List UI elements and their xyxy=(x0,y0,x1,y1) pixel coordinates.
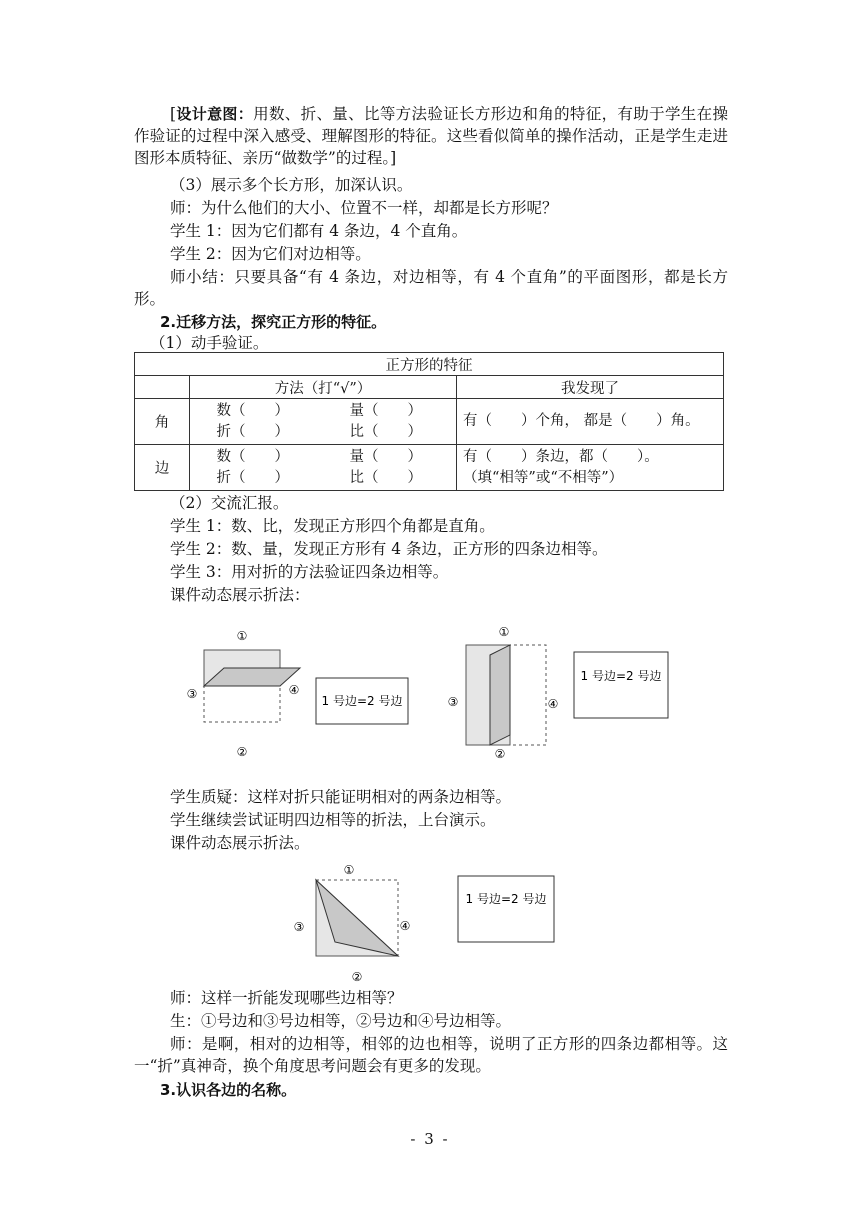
courseware-demo-2: 课件动态展示折法。 xyxy=(170,834,310,852)
row-name-angle: 角 xyxy=(135,399,190,445)
method-measure[interactable]: 量（ ） xyxy=(349,448,422,465)
bracket-open: [ xyxy=(170,105,177,123)
teacher-conclusion: 师：是啊，相对的边相等，相邻的边也相等，说明了正方形的四条边都相等。这一“折”真神奇，换个角度思考问题会有更多的发现。 xyxy=(134,1035,728,1075)
side-label-4: ④ xyxy=(547,697,559,711)
result-text: 1 号边=2 号边 xyxy=(321,694,403,708)
student-2-answer: 学生 2：因为它们对边相等。 xyxy=(170,245,371,263)
side-label-3: ③ xyxy=(447,695,459,709)
method-measure[interactable]: 量（ ） xyxy=(349,402,422,419)
method-compare[interactable]: 比（ ） xyxy=(349,469,422,486)
table-header-empty xyxy=(135,376,190,399)
row-name-side: 边 xyxy=(135,445,190,491)
table-title: 正方形的特征 xyxy=(135,353,724,376)
found-text: 有（ ）条边，都（ ）。 xyxy=(463,448,659,465)
square-features-table xyxy=(134,352,724,491)
method-count[interactable]: 数（ ） xyxy=(216,402,289,419)
fold-figure-vertical xyxy=(440,620,680,770)
side-label-2: ② xyxy=(494,747,506,761)
report-student-2: 学生 2：数、量，发现正方形有 4 条边，正方形的四条边相等。 xyxy=(170,540,608,558)
found-cell xyxy=(457,445,724,491)
result-box xyxy=(458,876,554,942)
student-1-answer: 学生 1：因为它们都有 4 条边，4 个直角。 xyxy=(170,222,468,240)
hands-on-verify: （1）动手验证。 xyxy=(150,334,269,352)
student-doubt: 学生质疑：这样对折只能证明相对的两条边相等。 xyxy=(170,788,512,806)
report-student-3: 学生 3：用对折的方法验证四条边相等。 xyxy=(170,563,449,581)
teacher-question: 师：为什么他们的大小、位置不一样，却都是长方形呢？ xyxy=(170,199,558,217)
side-label-2: ② xyxy=(236,745,248,759)
step-3-text: （3）展示多个长方形，加深认识。 xyxy=(170,176,413,194)
fold-figure-diagonal xyxy=(285,860,575,985)
section-3-heading: 3.认识各边的名称。 xyxy=(160,1081,297,1099)
section-2-heading: 2.迁移方法，探究正方形的特征。 xyxy=(160,313,387,331)
side-label-4: ④ xyxy=(399,919,411,933)
student-answer: 生：①号边和③号边相等，②号边和④号边相等。 xyxy=(170,1012,512,1030)
table-row xyxy=(135,399,724,445)
fold-figure-horizontal xyxy=(180,620,420,770)
teacher-summary: 师小结：只要具备“有 4 条边，对边相等，有 4 个直角”的平面图形，都是长方形。 xyxy=(134,268,728,308)
table-row xyxy=(135,445,724,491)
courseware-demo-1: 课件动态展示折法： xyxy=(170,586,310,604)
table-header-method: 方法（打“√”） xyxy=(190,376,457,399)
design-intent-paragraph xyxy=(134,103,728,169)
result-text: 1 号边=2 号边 xyxy=(580,669,662,683)
method-compare[interactable]: 比（ ） xyxy=(349,423,422,440)
design-intent-text: 用数、折、量、比等方法验证长方形边和角的特征，有助于学生在操作验证的过程中深入感受、理解图形的特征。这些看似简单的操作活动，正是学生走进图形本质特征、亲历“做数学”的过程。] xyxy=(134,105,728,167)
page-number: - 3 - xyxy=(410,1130,450,1148)
folded-flap xyxy=(490,645,510,745)
method-cell xyxy=(190,445,457,491)
side-label-3: ③ xyxy=(293,920,305,934)
found-cell xyxy=(457,399,724,445)
side-label-1: ① xyxy=(498,625,510,639)
side-label-1: ① xyxy=(343,863,355,877)
side-label-4: ④ xyxy=(288,683,300,697)
method-count[interactable]: 数（ ） xyxy=(216,448,289,465)
result-text: 1 号边=2 号边 xyxy=(465,892,547,906)
teacher-ask: 师：这样一折能发现哪些边相等？ xyxy=(170,989,403,1007)
exchange-report: （2）交流汇报。 xyxy=(170,494,289,512)
method-fold[interactable]: 折（ ） xyxy=(216,469,289,486)
side-label-1: ① xyxy=(236,629,248,643)
report-student-1: 学生 1：数、比，发现正方形四个角都是直角。 xyxy=(170,517,495,535)
result-box xyxy=(574,652,668,718)
student-try: 学生继续尝试证明四边相等的折法，上台演示。 xyxy=(170,811,496,829)
design-intent-label: 设计意图： xyxy=(176,105,254,123)
method-cell xyxy=(190,399,457,445)
found-hint: （填“相等”或“不相等”） xyxy=(463,469,624,486)
side-label-3: ③ xyxy=(186,687,198,701)
method-fold[interactable]: 折（ ） xyxy=(216,423,289,440)
side-label-2: ② xyxy=(351,970,363,984)
found-text: 有（ ）个角， 都是（ ）角。 xyxy=(463,413,700,429)
table-header-found: 我发现了 xyxy=(457,376,724,399)
